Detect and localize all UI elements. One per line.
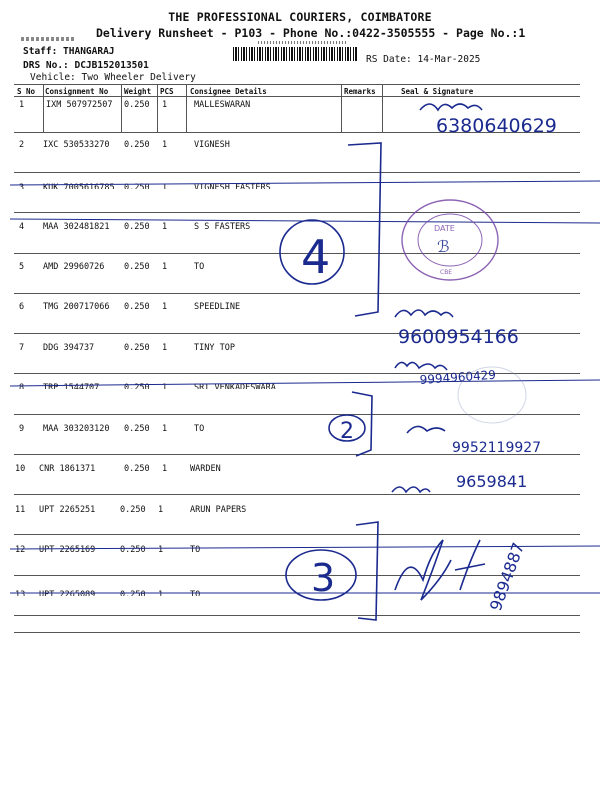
row-10-consignment: CNR 1861371 bbox=[39, 464, 96, 474]
row-12-weight: 0.250 bbox=[120, 545, 146, 555]
row-2-consignee: VIGNESH bbox=[194, 140, 230, 150]
col-header-consignment: Consignment No bbox=[45, 87, 109, 96]
group-number-b: 2 bbox=[340, 419, 354, 444]
table-rule bbox=[14, 84, 580, 85]
row-7-consignee: TINY TOP bbox=[194, 343, 235, 353]
row-11-pcs: 1 bbox=[158, 505, 164, 515]
handwritten-phone-5: 9659841 bbox=[456, 472, 528, 491]
row-1-consignment: IXM 507972507 bbox=[46, 100, 113, 110]
row-rule bbox=[14, 575, 580, 576]
col-header-seal: Seal & Signature bbox=[401, 87, 474, 96]
row-7-sno: 7 bbox=[19, 343, 25, 353]
handwritten-phone-6: 9894887 bbox=[485, 539, 529, 614]
row-10-sno: 10 bbox=[15, 464, 26, 474]
row-6-consignee: SPEEDLINE bbox=[194, 302, 241, 312]
row-2-consignment: IXC 530533270 bbox=[43, 140, 110, 150]
row-rule bbox=[14, 333, 580, 334]
row-8-sno: 8 bbox=[19, 383, 25, 389]
row-rule bbox=[14, 534, 580, 535]
col-separator bbox=[186, 84, 187, 132]
row-rule bbox=[14, 632, 580, 633]
row-4-consignment: MAA 302481821 bbox=[43, 222, 110, 232]
stamp-city: CBE bbox=[440, 269, 453, 276]
row-1-consignee: MALLESWARAN bbox=[194, 100, 251, 110]
row-rule bbox=[14, 615, 580, 616]
row-3-consignment: KUK 7005616785 bbox=[43, 183, 115, 189]
drs-number: DRS No.: DCJB152013501 bbox=[23, 60, 149, 71]
row-rule bbox=[14, 132, 580, 133]
row-10-pcs: 1 bbox=[162, 464, 168, 474]
row-3-consignee: VIGNESH FASTERS bbox=[194, 183, 271, 189]
row-rule bbox=[14, 454, 580, 455]
row-3-pcs: 1 bbox=[162, 183, 168, 189]
row-8-pcs: 1 bbox=[162, 383, 168, 389]
row-8-weight: 0.250 bbox=[124, 383, 150, 389]
row-5-weight: 0.250 bbox=[124, 262, 150, 272]
row-8-consignee: SRI VENKADESWARA bbox=[194, 383, 276, 389]
rs-date: RS Date: 14-Mar-2025 bbox=[366, 54, 481, 65]
stamp-date-label: DATE bbox=[434, 224, 455, 233]
row-7-weight: 0.250 bbox=[124, 343, 150, 353]
row-8-consignment: TRP 1544707 bbox=[43, 383, 100, 389]
row-12-pcs: 1 bbox=[158, 545, 164, 555]
row-3-weight: 0.250 bbox=[124, 183, 150, 189]
row-2-pcs: 1 bbox=[162, 140, 168, 150]
row-13-consignment: UPT 2265089 bbox=[39, 590, 96, 596]
row-11-sno: 11 bbox=[15, 505, 26, 515]
col-separator bbox=[43, 84, 44, 132]
row-12-consignee: TO bbox=[190, 545, 201, 555]
row-7-consignment: DDG 394737 bbox=[43, 343, 95, 353]
row-2-sno: 2 bbox=[19, 140, 25, 150]
row-rule bbox=[14, 494, 580, 495]
row-5-consignee: TO bbox=[194, 262, 205, 272]
row-4-weight: 0.250 bbox=[124, 222, 150, 232]
row-10-consignee: WARDEN bbox=[190, 464, 221, 474]
company-title: THE PROFESSIONAL COURIERS, COIMBATORE bbox=[168, 10, 432, 24]
row-13-sno: 13 bbox=[15, 590, 26, 596]
handwritten-phone-2: 9600954166 bbox=[398, 326, 519, 348]
col-header-sno: S No bbox=[17, 87, 36, 96]
col-separator bbox=[382, 84, 383, 132]
row-1-weight: 0.250 bbox=[124, 100, 150, 110]
row-rule bbox=[14, 373, 580, 374]
row-1-pcs: 1 bbox=[162, 100, 168, 110]
barcode bbox=[233, 47, 357, 61]
barcode-top bbox=[258, 41, 348, 44]
row-6-weight: 0.250 bbox=[124, 302, 150, 312]
col-header-consignee: Consignee Details bbox=[190, 87, 267, 96]
row-6-sno: 6 bbox=[19, 302, 25, 312]
row-5-sno: 5 bbox=[19, 262, 25, 272]
staff-name: Staff: THANGARAJ bbox=[23, 46, 115, 57]
row-rule bbox=[14, 414, 580, 415]
col-header-remarks: Remarks bbox=[344, 87, 376, 96]
handwritten-phone-1: 6380640629 bbox=[436, 115, 557, 137]
col-header-pcs: PCS bbox=[160, 87, 174, 96]
row-9-pcs: 1 bbox=[162, 424, 168, 434]
smudged-text bbox=[21, 37, 76, 41]
col-header-weight: Weight bbox=[124, 87, 152, 96]
row-13-weight: 0.250 bbox=[120, 590, 146, 596]
row-10-weight: 0.250 bbox=[124, 464, 150, 474]
col-separator bbox=[157, 84, 158, 132]
stamp-initials: ℬ bbox=[437, 237, 450, 256]
row-7-pcs: 1 bbox=[162, 343, 168, 353]
runsheet-title: Delivery Runsheet - P103 - Phone No.:0422-3505555 - Page No.:1 bbox=[96, 26, 526, 40]
group-number-a: 4 bbox=[301, 230, 331, 284]
row-4-consignee: S S FASTERS bbox=[194, 222, 251, 232]
row-rule bbox=[14, 172, 580, 173]
group-number-c: 3 bbox=[311, 556, 336, 600]
col-separator bbox=[121, 84, 122, 132]
row-11-consignment: UPT 2265251 bbox=[39, 505, 96, 515]
row-rule bbox=[14, 253, 580, 254]
row-4-pcs: 1 bbox=[162, 222, 168, 232]
row-2-weight: 0.250 bbox=[124, 140, 150, 150]
row-6-pcs: 1 bbox=[162, 302, 168, 312]
row-5-pcs: 1 bbox=[162, 262, 168, 272]
table-rule bbox=[14, 96, 580, 97]
row-13-pcs: 1 bbox=[158, 590, 164, 596]
row-1-sno: 1 bbox=[19, 100, 25, 110]
row-11-weight: 0.250 bbox=[120, 505, 146, 515]
row-rule bbox=[14, 293, 580, 294]
row-9-sno: 9 bbox=[19, 424, 25, 434]
vehicle-type: Vehicle: Two Wheeler Delivery bbox=[30, 72, 196, 83]
row-9-consignment: MAA 303203120 bbox=[43, 424, 110, 434]
row-12-consignment: UPT 2265169 bbox=[39, 545, 96, 555]
row-9-consignee: TO bbox=[194, 424, 205, 434]
handwritten-phone-3: 9994960429 bbox=[419, 367, 497, 387]
row-3-sno: 3 bbox=[19, 183, 25, 189]
row-rule bbox=[14, 212, 580, 213]
col-separator bbox=[341, 84, 342, 132]
row-5-consignment: AMD 29960726 bbox=[43, 262, 105, 272]
row-12-sno: 12 bbox=[15, 545, 26, 555]
row-6-consignment: TMG 200717066 bbox=[43, 302, 110, 312]
handwritten-phone-4: 9952119927 bbox=[452, 440, 542, 456]
row-13-consignee: TO bbox=[190, 590, 201, 596]
row-4-sno: 4 bbox=[19, 222, 25, 232]
row-9-weight: 0.250 bbox=[124, 424, 150, 434]
row-11-consignee: ARUN PAPERS bbox=[190, 505, 247, 515]
